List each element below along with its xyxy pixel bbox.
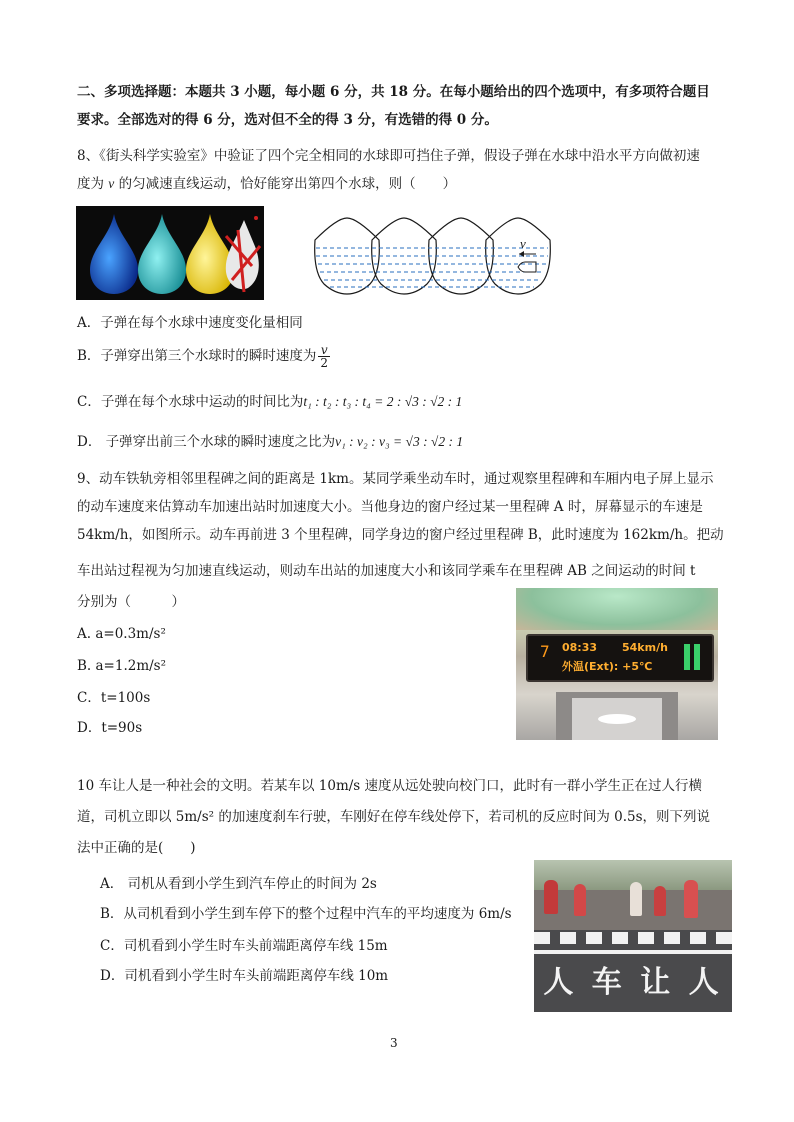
velocity-label: v	[520, 236, 526, 251]
q8-stem-line1: 8、《街头科学实验室》中验证了四个完全相同的水球即可挡住子弹，假设子弹在水球中沿水平方向做初速	[77, 148, 700, 164]
display-number: 7	[540, 642, 550, 661]
display-speed: 54km/h	[622, 641, 668, 654]
water-balloon-photo	[76, 206, 264, 300]
section-heading-line1: 二、多项选择题：本题共 3 小题，每小题 6 分，共 18 分。在每小题给出的四个选项中，有多项符合题目	[77, 84, 710, 100]
q9-stem-line1: 9、动车铁轨旁相邻里程碑之间的距离是 1km。某同学乘坐动车时，通过观察里程碑和车厢内电子屏上显示	[77, 471, 714, 487]
q10-stem-line2: 道，司机立即以 5m/s² 的加速度刹车行驶，车刚好在停车线处停下，若司机的反应时间为 0.5s，则下列说	[77, 809, 711, 825]
q8-option-a: A．子弹在每个水球中速度变化量相同	[77, 315, 303, 331]
q10-option-a: A． 司机从看到小学生到汽车停止的时间为 2s	[100, 876, 377, 892]
q8-option-d: D． 子弹穿出前三个水球的瞬时速度之比为v₁ : v₂ : v₃ = √3 : √2 : 1	[77, 434, 464, 450]
q9-option-c: C．t=100s	[77, 690, 151, 706]
q10-option-d: D．司机看到小学生时车头前端距离停车线 10m	[100, 968, 389, 984]
q9-option-b: B. a=1.2m/s²	[77, 658, 167, 674]
led-display	[526, 634, 714, 682]
q9-option-a: A. a=0.3m/s²	[77, 626, 166, 642]
q9-stem-line5: 分别为（ ）	[77, 594, 185, 610]
q10-stem-line3: 法中正确的是( )	[77, 840, 196, 856]
q10-stem-line1: 10 车让人是一种社会的文明。若某车以 10m/s 速度从远处驶向校门口，此时有一群小学生正在过人行横	[77, 778, 703, 794]
q9-stem-line4: 车出站过程视为匀加速直线运动，则动车出站的加速度大小和该同学乘车在里程碑 AB 之间运动的时间 t	[77, 563, 696, 579]
display-temperature: 外温(Ext): +5℃	[562, 660, 653, 673]
road-marking-text: 人 车 让 人	[543, 965, 723, 1000]
q8-stem-line2: 度为 v 的匀减速直线运动，恰好能穿出第四个水球，则（ ）	[77, 176, 457, 192]
display-time: 08:33	[562, 641, 598, 654]
train-screen-photo	[516, 588, 718, 740]
q10-option-c: C．司机看到小学生时车头前端距离停车线 15m	[100, 938, 388, 954]
q8-option-b: B．子弹穿出第三个水球时的瞬时速度为 $\frac{v}{2}$	[77, 343, 329, 370]
q9-stem-line2: 的动车速度来估算动车加速出站时加速度大小。当他身边的窗户经过某一里程碑 A 时，屏幕显示的车速是	[77, 499, 703, 515]
section-heading-line2: 要求。全部选对的得 6 分，选对但不全的得 3 分，有选错的得 0 分。	[77, 112, 498, 128]
q9-option-d: D．t=90s	[77, 720, 143, 736]
q8-option-c: C．子弹在每个水球中运动的时间比为t₁ : t₂ : t₃ : t₄ = 2 : √3 : √2 : 1	[77, 394, 463, 410]
q9-stem-line3: 54km/h，如图所示。动车再前进 3 个里程碑，同学身边的窗户经过里程碑 B，此时速度为 162km/h。把动	[77, 527, 724, 543]
crosswalk-photo	[534, 860, 732, 1012]
fraction-v-over-2: $\frac{v}{2}$	[320, 343, 329, 370]
q10-option-b: B．从司机看到小学生到车停下的整个过程中汽车的平均速度为 6m/s	[100, 906, 512, 922]
page-number: 3	[390, 1036, 398, 1050]
